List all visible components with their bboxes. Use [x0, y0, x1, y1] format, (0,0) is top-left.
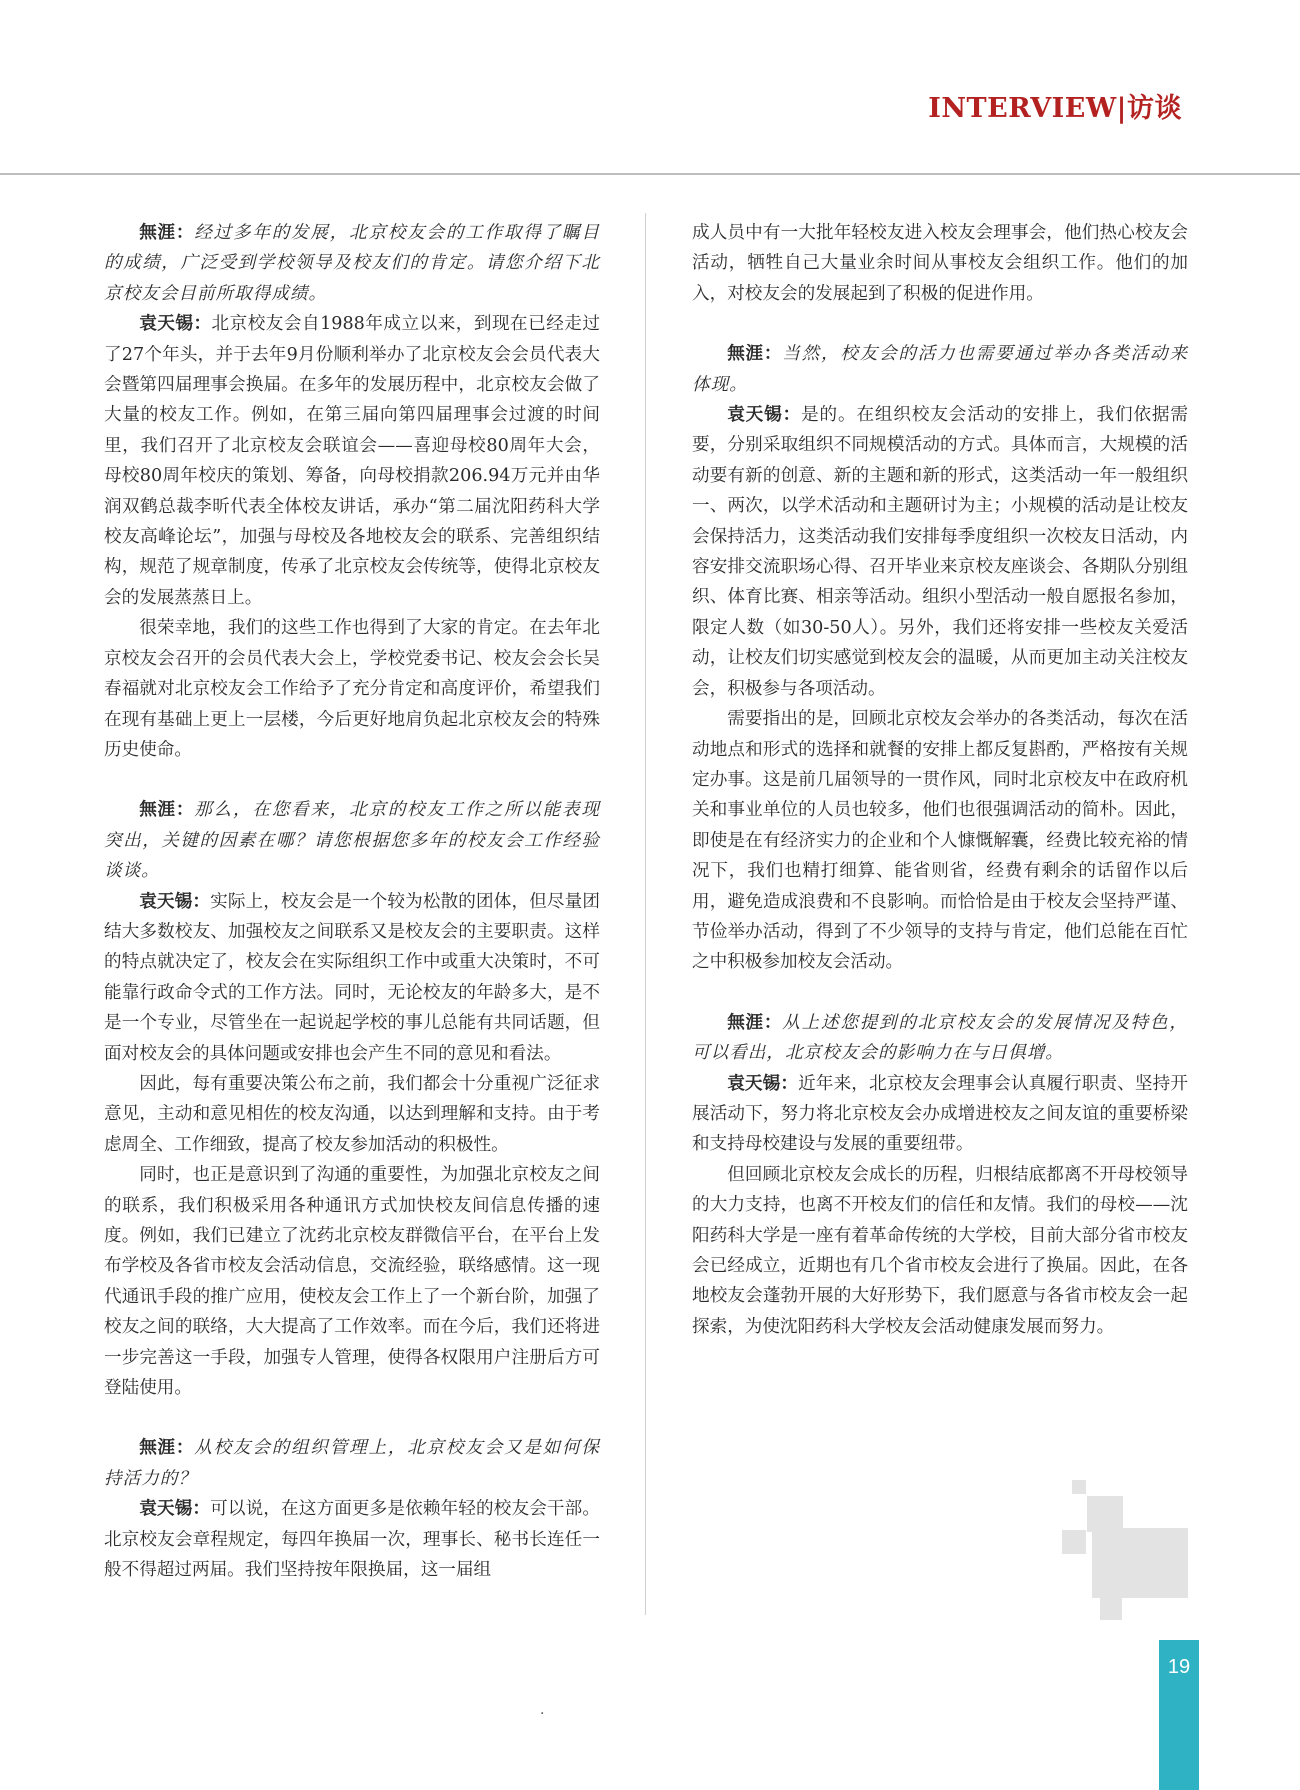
interview-question: [104, 218, 600, 309]
body-paragraph: [104, 1069, 600, 1160]
paragraph-text: 同时，也正是意识到了沟通的重要性，为加强北京校友之间的联系，我们积极采用各种通讯方式加快校友间信息传播的速度。例如，我们已建立了沈药北京校友群微信平台，在平台上发布学校及各省市校友会活动信息，交流经验，联络感情。这一现代通讯手段的推广应用，使校友会工作上了一个新台阶，加强了校友之间的联络，大大提高了工作效率。而在今后，我们还将进一步完善这一手段，加强专人管理，使得各权限用户注册后方可登陆使用。: [104, 1165, 600, 1399]
interview-question: [104, 795, 600, 886]
paragraph-text: 很荣幸地，我们的这些工作也得到了大家的肯定。在去年北京校友会召开的会员代表大会上，学校党委书记、校友会会长吴春福就对北京校友会工作给予了充分肯定和高度评价，希望我们在现有基础上更上一层楼，今后更好地肩负起北京校友会的特殊历史使命。: [104, 618, 600, 760]
continued-paragraph: [692, 218, 1188, 309]
paragraph-text: 从校友会的组织管理上，北京校友会又是如何保持活力的？: [104, 1438, 600, 1489]
speaker-name: 無涯：: [139, 222, 195, 243]
interview-answer: [104, 887, 600, 1069]
column-divider: [645, 213, 646, 1615]
header-divider: [0, 173, 1300, 175]
paragraph-text: 需要指出的是，回顾北京校友会举办的各类活动，每次在活动地点和形式的选择和就餐的安排上都反复斟酌，严格按有关规定办事。这是前几届领导的一贯作风，同时北京校友中在政府机关和事业单位的人员也较多，他们也很强调活动的简朴。因此，即使是在有经济实力的企业和个人慷慨解囊，经费比较充裕的情况下，我们也精打细算、能省则省，经费有剩余的话留作以后用，避免造成浪费和不良影响。而恰恰是由于校友会坚持严谨、节俭举办活动，得到了不少领导的支持与肯定，他们总能在百忙之中积极参加校友会活动。: [692, 709, 1188, 973]
body-paragraph: [692, 1160, 1188, 1342]
body-paragraph: [104, 1160, 600, 1403]
paragraph-text: 北京校友会自1988年成立以来，到现在已经走过了27个年头，并于去年9月份顺利举办了北京校友会会员代表大会暨第四届理事会换届。在多年的发展历程中，北京校友会做了大量的校友工作。例如，在第三届向第四届理事会过渡的时间里，我们召开了北京校友会联谊会——喜迎母校80周年大会，母校80周年校庆的策划、筹备，向母校捐款206.94万元并由华润双鹤总裁李昕代表全体校友讲话，承办“第二届沈阳药科大学校友高峰论坛”，加强与母校及各地校友会的联系、完善组织结构，规范了规章制度，传承了北京校友会传统等，使得北京校友会的发展蒸蒸日上。: [104, 314, 600, 608]
paragraph-gap: [104, 765, 600, 795]
speaker-name: 袁天锡：: [139, 890, 211, 912]
paragraph-text: 成人员中有一大批年轻校友进入校友会理事会，他们热心校友会活动，牺牲自己大量业余时间从事校友会组织工作。他们的加入，对校友会的发展起到了积极的促进作用。: [692, 223, 1188, 304]
paragraph-text: 但回顾北京校友会成长的历程，归根结底都离不开母校领导的大力支持，也离不开校友们的信任和友情。我们的母校——沈阳药科大学是一座有着革命传统的大学校，目前大部分省市校友会已经成立，近期也有几个省市校友会进行了换届。因此，在各地校友会蓬勃开展的大好形势下，我们愿意与各省市校友会一起探索，为使沈阳药科大学校友会活动健康发展而努力。: [692, 1164, 1188, 1337]
interview-answer: [104, 309, 600, 613]
body-paragraph: [104, 613, 600, 765]
paragraph-gap: [104, 1403, 600, 1433]
interview-question: [692, 1008, 1188, 1069]
speaker-name: 袁天锡：: [139, 313, 212, 335]
footer-dot: .: [540, 1702, 545, 1718]
section-separator: |: [1116, 93, 1127, 124]
speaker-name: 無涯：: [727, 343, 783, 365]
page-number: 19: [1167, 1656, 1191, 1678]
paragraph-text: 从上述您提到的北京校友会的发展情况及特色，可以看出，北京校友会的影响力在与日俱增。: [692, 1012, 1188, 1064]
speaker-name: 袁天锡：: [727, 404, 802, 426]
speaker-name: 袁天锡：: [727, 1072, 799, 1094]
left-column: [104, 218, 600, 1585]
paragraph-text: 经过多年的发展，北京校友会的工作取得了瞩目的成绩，广泛受到学校领导及校友们的肯定。请您介绍下北京校友会目前所取得成绩。: [104, 223, 600, 304]
speaker-name: 無涯：: [139, 799, 195, 821]
paragraph-gap: [692, 309, 1188, 339]
paragraph-text: 因此，每有重要决策公布之前，我们都会十分重视广泛征求意见，主动和意见相佐的校友沟通，以达到理解和支持。由于考虑周全、工作细致，提高了校友参加活动的积极性。: [104, 1073, 600, 1155]
paragraph-text: 可以说，在这方面更多是依赖年轻的校友会干部。北京校友会章程规定，每四年换届一次，理事长、秘书长连任一般不得超过两届。我们坚持按年限换届，这一届组: [104, 1499, 600, 1581]
paragraph-text: 是的。在组织校友会活动的安排上，我们依据需要，分别采取组织不同规模活动的方式。具体而言，大规模的活动要有新的创意、新的主题和新的形式，这类活动一年一般组织一、两次，以学术活动和主题研讨为主；小规模的活动是让校友会保持活力，这类活动我们安排每季度组织一次校友日活动，内容安排交流职场心得、召开毕业来京校友座谈会、各期队分别组织、体育比赛、相亲等活动。组织小型活动一般自愿报名参加，限定人数（如30-50人）。另外，我们还将安排一些校友关爱活动，让校友们切实感觉到校友会的温暖，从而更加主动关注校友会，积极参与各项活动。: [692, 405, 1188, 699]
page-number-tab: [1159, 1640, 1199, 1790]
interview-answer: [104, 1494, 600, 1585]
paragraph-text: 那么，在您看来，北京的校友工作之所以能表现突出，关键的因素在哪？请您根据您多年的校友会工作经验谈谈。: [104, 800, 600, 882]
paragraph-text: 当然，校友会的活力也需要通过举办各类活动来体现。: [692, 344, 1188, 395]
interview-question: [104, 1433, 600, 1494]
decorative-square: [1100, 1598, 1122, 1620]
decorative-square: [1072, 1480, 1086, 1494]
interview-question: [692, 339, 1188, 400]
interview-answer: [692, 400, 1188, 704]
paragraph-text: 近年来，北京校友会理事会认真履行职责、坚持开展活动下，努力将北京校友会办成增进校友之间友谊的重要桥梁和支持母校建设与发展的重要纽带。: [692, 1073, 1188, 1155]
paragraph-text: 实际上，校友会是一个较为松散的团体，但尽量团结大多数校友、加强校友之间联系又是校友会的主要职责。这样的特点就决定了，校友会在实际组织工作中或重大决策时，不可能靠行政命令式的工作方法。同时，无论校友的年龄多大，是不是一个专业，尽管坐在一起说起学校的事儿总能有共同话题，但面对校友会的具体问题或安排也会产生不同的意见和看法。: [104, 891, 600, 1064]
body-paragraph: [692, 704, 1188, 978]
speaker-name: 無涯：: [727, 1011, 783, 1033]
speaker-name: 無涯：: [139, 1437, 195, 1459]
section-label-en: INTERVIEW: [928, 93, 1117, 124]
section-label-cn: 访谈: [1127, 93, 1182, 124]
right-column: [692, 218, 1188, 1342]
section-header: [928, 86, 1182, 125]
decorative-square: [1087, 1496, 1123, 1532]
paragraph-gap: [692, 978, 1188, 1008]
interview-answer: [692, 1069, 1188, 1160]
speaker-name: 袁天锡：: [139, 1498, 211, 1520]
decorative-square: [1062, 1530, 1086, 1554]
decorative-square: [1092, 1528, 1188, 1598]
